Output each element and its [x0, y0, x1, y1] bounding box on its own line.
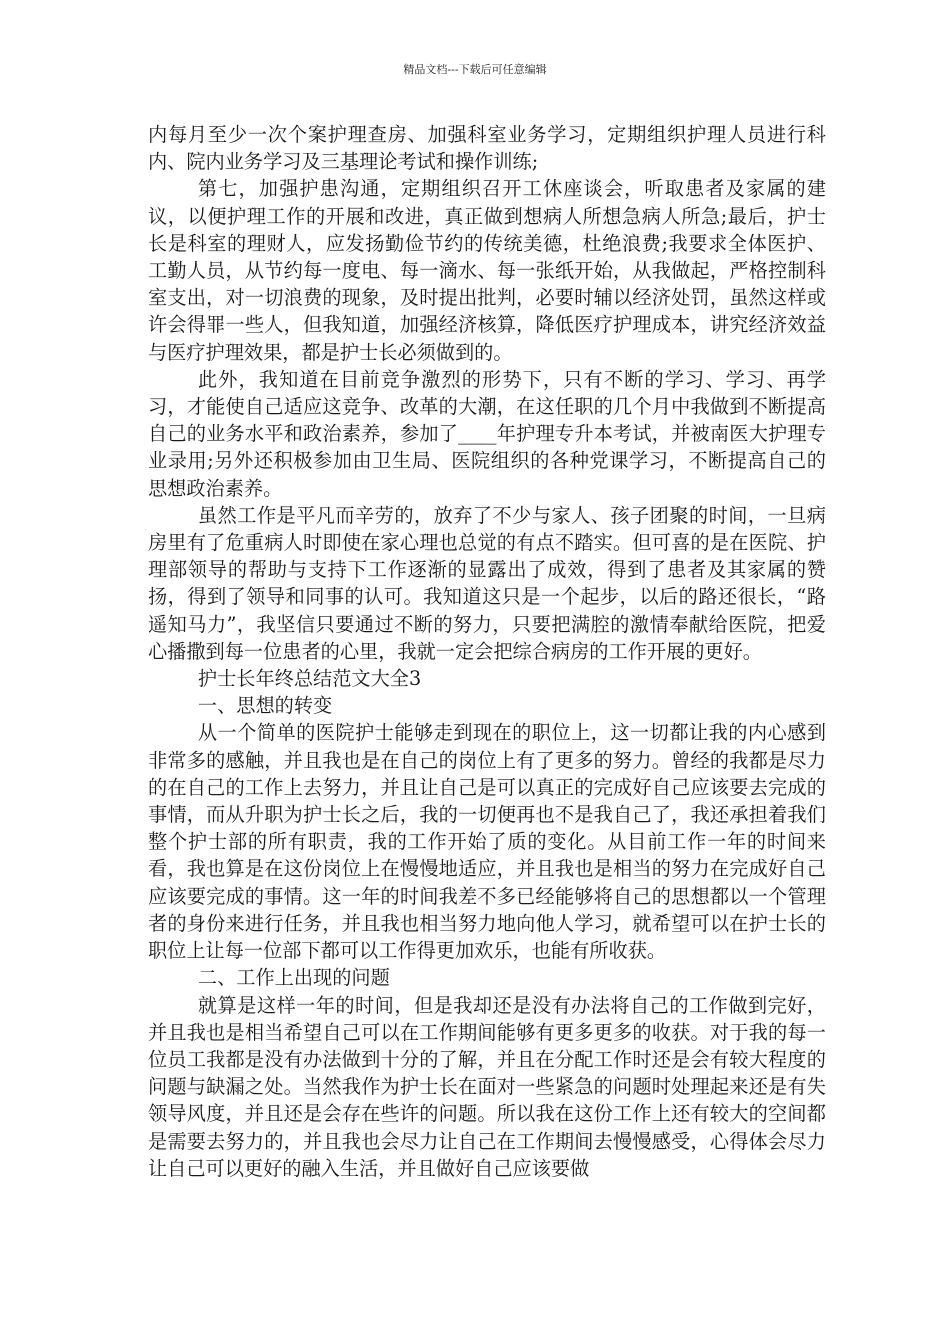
paragraph: 此外，我知道在目前竞争激烈的形势下，只有不断的学习、学习、再学习，才能使自己适应这竞争、改革的大潮，在这任职的几个月中我做到不断提高自己的业务水平和政治素养，参加了____年护理专升本考试，并被南医大护理专业录用;另外还积极参加由卫生局、医院组织的各种党课学习，不断提高自己的思想政治素养。 — [148, 367, 826, 500]
section-heading: 二、工作上出现的问题 — [197, 966, 390, 990]
page-header: 精品文档---下载后可任意编辑 — [403, 63, 547, 76]
section-title: 护士长年终总结范文大全3 — [197, 667, 422, 691]
paragraph: 就算是这样一年的时间，但是我却还是没有办法将自己的工作做到完好，并且我也是相当希望自己可以在工作期间能够有更多更多的收获。对于我的每一位员工我都是没有办法做到十分的了解，并且在分配工作时还是会有较大程度的问题与缺漏之处。当然我作为护士长在面对一些紧急的问题时处理起来还是有失领导风度，并且还是会存在些许的问题。所以我在这份工作上还有较大的空间都是需要去努力的，并且我也会尽力让自己在工作期间去慢慢感受，心得体会尽力让自己可以更好的融入生活，并且做好自己应该要做 — [148, 993, 826, 1180]
paragraph: 虽然工作是平凡而辛劳的，放弃了不少与家人、孩子团聚的时间，一旦病房里有了危重病人时即使在家心理也总觉的有点不踏实。但可喜的是在医院、护理部领导的帮助与支持下工作逐渐的显露出了成效，得到了患者及其家属的赞扬，得到了领导和同事的认可。我知道这只是一个起步，以后的路还很长，“路遥知马力”，我坚信只要通过不断的努力，只要把满腔的激情奉献给医院，把爱心播撒到每一位患者的心里，我就一定会把综合病房的工作开展的更好。 — [148, 503, 826, 663]
document-body — [148, 121, 826, 1182]
paragraph: 第七，加强护患沟通，定期组织召开工休座谈会，听取患者及家属的建议，以便护理工作的开展和改进，真正做到想病人所想急病人所急;最后，护士长是科室的理财人，应发扬勤俭节约的传统美德，杜绝浪费;我要求全体医护、工勤人员，从节约每一度电、每一滴水、每一张纸开始，从我做起，严格控制科室支出，对一切浪费的现象，及时提出批判，必要时辅以经济处罚，虽然这样或许会得罪一些人，但我知道，加强经济核算，降低医疗护理成本，讲究经济效益与医疗护理效果，都是护士长必须做到的。 — [148, 177, 826, 364]
paragraph: 内每月至少一次个案护理查房、加强科室业务学习，定期组织护理人员进行科内、院内业务学习及三基理论考试和操作训练; — [148, 123, 826, 174]
paragraph: 从一个简单的医院护士能够走到现在的职位上，这一切都让我的内心感到非常多的感触，并且我也是在自己的岗位上有了更多的努力。曾经的我都是尽力的在自己的工作上去努力，并且让自己是可以真正的完成好自己应该要去完成的事情，而从升职为护士长之后，我的一切便再也不是我自己了，我还承担着我们整个护士部的所有职责，我的工作开始了质的变化。从目前工作一年的时间来看，我也算是在这份岗位上在慢慢地适应，并且我也是相当的努力在完成好自己应该要完成的事情。这一年的时间我差不多已经能够将自己的思想都以一个管理者的身份来进行任务，并且我也相当努力地向他人学习，就希望可以在护士长的职位上让每一位部下都可以工作得更加欢乐，也能有所收获。 — [148, 721, 826, 963]
section-heading: 一、思想的转变 — [197, 694, 333, 718]
